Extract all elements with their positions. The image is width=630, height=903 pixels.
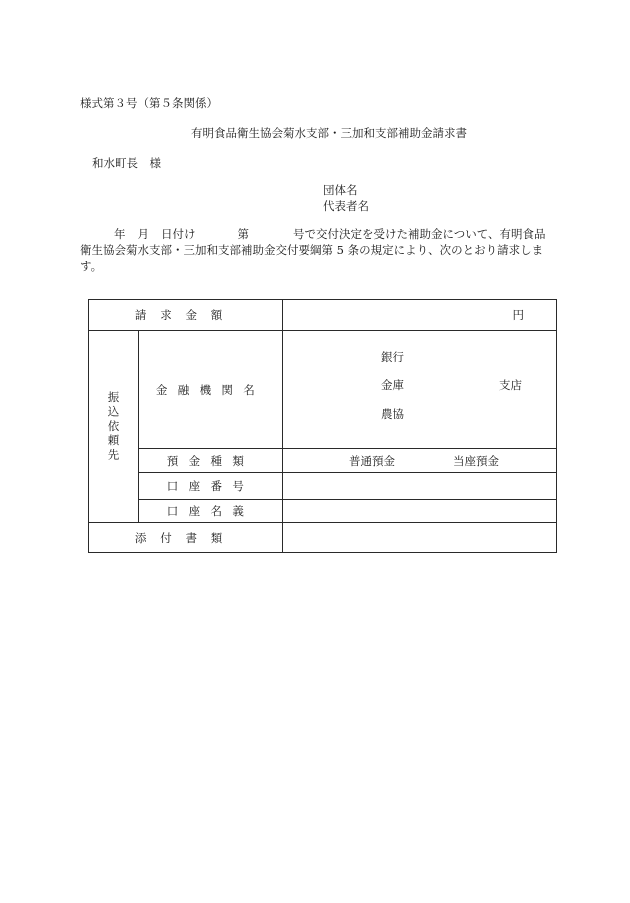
month-label: 月 bbox=[137, 227, 149, 241]
representative-name-label: 代表者名 bbox=[323, 199, 369, 213]
attachments-cell[interactable] bbox=[283, 523, 557, 553]
deposit-type-ordinary[interactable]: 普通預金 bbox=[349, 453, 396, 468]
dai-label: 第 bbox=[237, 227, 249, 241]
request-body-text: 年 月 日付け 第 号で交付決定を受けた補助金について、有明食品 衛生協会菊水支部・三加和支部補助金交付要綱第 5 条の規定により、次のとおり請求しま す。 bbox=[80, 227, 546, 273]
year-label: 年 bbox=[114, 227, 126, 241]
document-title: 有明食品衛生協会菊水支部・三加和支部補助金請求書 bbox=[191, 126, 467, 140]
bank-kind-bank: 銀行 bbox=[381, 350, 405, 364]
bank-kind-nokyo: 農協 bbox=[381, 407, 405, 421]
branch-label: 支店 bbox=[499, 378, 523, 392]
transfer-destination-label: 振込依頼先 bbox=[89, 331, 139, 523]
bank-kind-shinkin: 金庫 bbox=[381, 378, 405, 392]
request-table bbox=[88, 299, 557, 553]
bank-name-cell[interactable] bbox=[283, 331, 557, 449]
account-name-cell[interactable] bbox=[283, 500, 557, 523]
yen-label: 円 bbox=[512, 308, 524, 322]
amount-label-cell: 請求金額 bbox=[89, 300, 283, 331]
amount-input-cell[interactable] bbox=[283, 300, 557, 331]
bank-label-cell: 金融機関名 bbox=[139, 331, 283, 449]
form-number: 様式第３号（第５条関係） bbox=[80, 96, 218, 110]
account-number-label-cell: 口座番号 bbox=[139, 473, 283, 500]
deposit-type-current[interactable]: 当座預金 bbox=[453, 453, 500, 468]
account-number-cell[interactable] bbox=[283, 473, 557, 500]
deposit-type-cell[interactable] bbox=[283, 449, 557, 473]
deposit-type-label-cell: 預金種類 bbox=[139, 449, 283, 473]
attachments-label-cell: 添付書類 bbox=[89, 523, 283, 553]
organization-name-label: 団体名 bbox=[323, 183, 358, 197]
day-label: 日付け bbox=[161, 227, 196, 241]
addressee: 和水町長 様 bbox=[92, 156, 161, 170]
account-name-label-cell: 口座名義 bbox=[139, 500, 283, 523]
